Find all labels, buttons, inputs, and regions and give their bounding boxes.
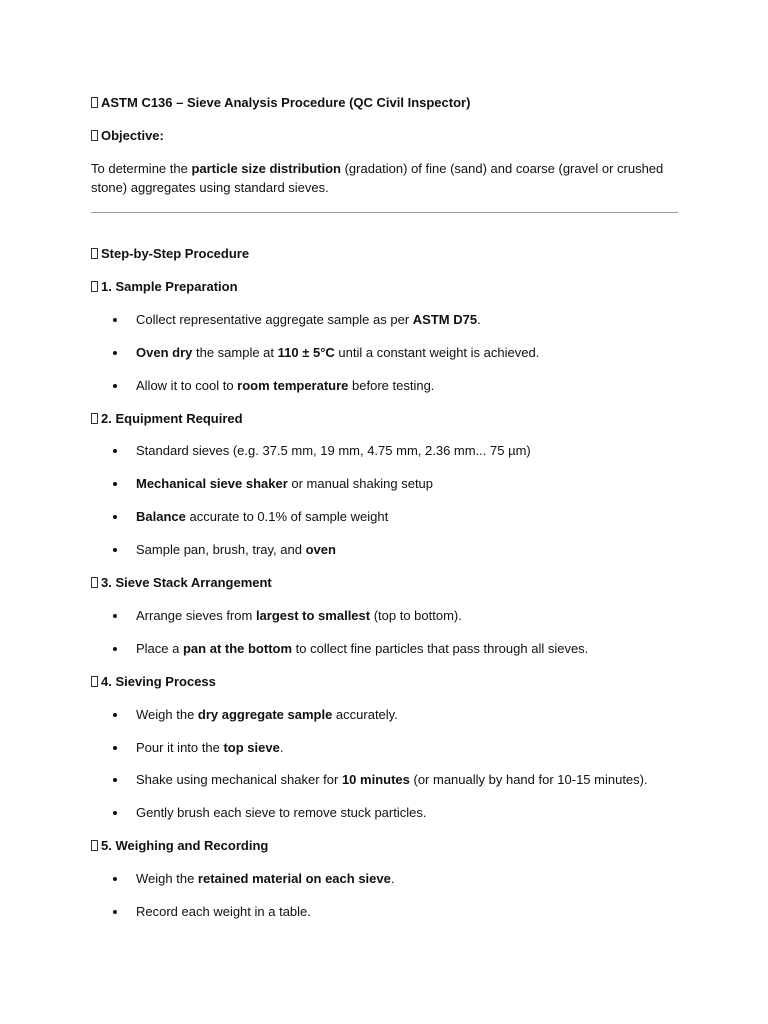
missing-glyph-icon [91,676,98,687]
list-item: Mechanical sieve shaker or manual shaking setup [136,474,696,493]
list-item: Oven dry the sample at 110 ± 5°C until a constant weight is achieved. [136,343,696,362]
section-heading-sieving-process: 4. Sieving Process [91,672,691,691]
missing-glyph-icon [91,281,98,292]
list-item: Arrange sieves from largest to smallest (top to bottom). [136,606,696,625]
procedure-heading: Step-by-Step Procedure [91,244,691,263]
missing-glyph-icon [91,577,98,588]
list-item: Allow it to cool to room temperature before testing. [136,376,696,395]
objective-paragraph: To determine the particle size distribution (gradation) of fine (sand) and coarse (gravel or crushed stone) aggregates using standard sieves. [91,161,664,195]
list-item: Weigh the retained material on each sieve. [136,869,696,888]
list-item: Collect representative aggregate sample as per ASTM D75. [136,310,696,329]
list-item: Sample pan, brush, tray, and oven [136,540,696,559]
list-item: Weigh the dry aggregate sample accurately. [136,705,696,724]
section-heading-weighing-and-recording: 5. Weighing and Recording [91,836,691,855]
list-item: Standard sieves (e.g. 37.5 mm, 19 mm, 4.75 mm, 2.36 mm... 75 µm) [136,441,696,460]
section-heading-sieve-stack-arrangement: 3. Sieve Stack Arrangement [91,573,691,592]
list-item: Balance accurate to 0.1% of sample weight [136,507,696,526]
section-heading-sample-preparation: 1. Sample Preparation [91,277,691,296]
list-item: Record each weight in a table. [136,902,696,921]
list-item: Shake using mechanical shaker for 10 minutes (or manually by hand for 10-15 minutes). [136,770,696,789]
missing-glyph-icon [91,413,98,424]
objective-heading: Objective: [91,126,691,145]
list-item: Place a pan at the bottom to collect fine particles that pass through all sieves. [136,639,696,658]
document-title: ASTM C136 – Sieve Analysis Procedure (QC Civil Inspector) [91,93,691,112]
horizontal-divider [91,212,678,213]
missing-glyph-icon [91,130,98,141]
missing-glyph-icon [91,248,98,259]
section-heading-equipment-required: 2. Equipment Required [91,409,691,428]
missing-glyph-icon [91,840,98,851]
list-item: Gently brush each sieve to remove stuck particles. [136,803,696,822]
missing-glyph-icon [91,97,98,108]
list-item: Pour it into the top sieve. [136,738,696,757]
